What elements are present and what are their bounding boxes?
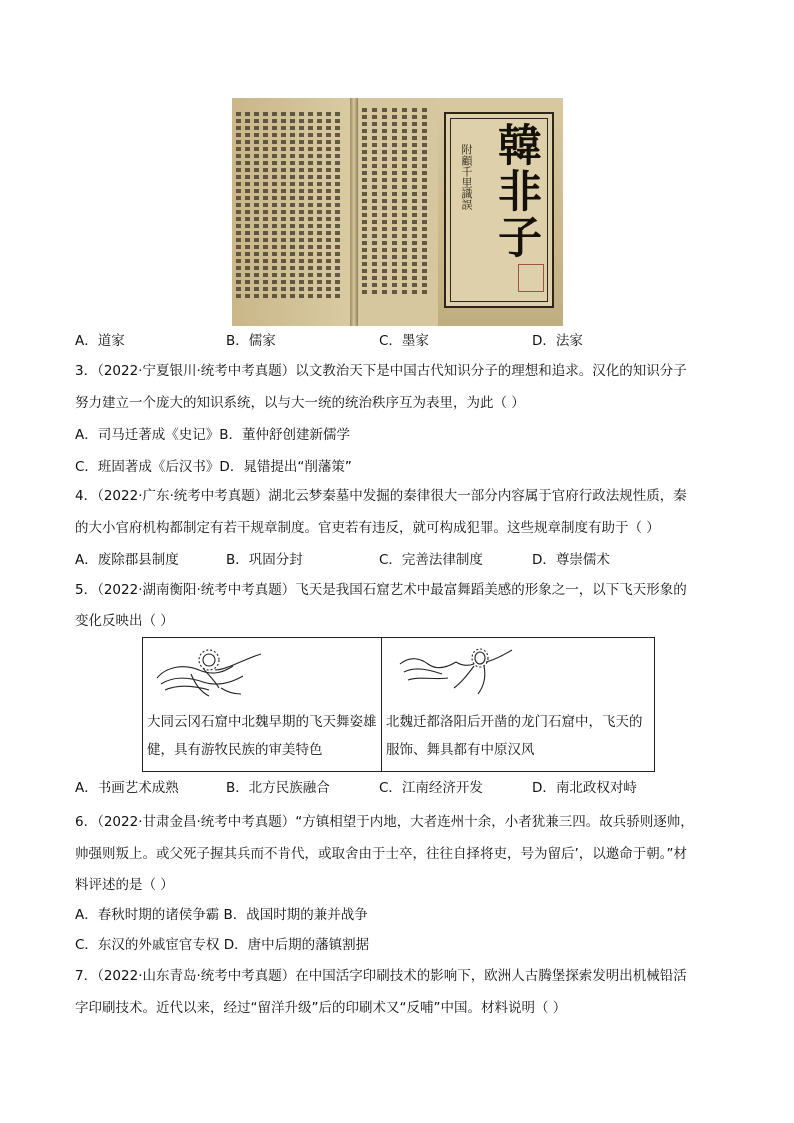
book-text-column bbox=[299, 112, 304, 300]
book-cover-subtitle: 附顧千里識誤 bbox=[460, 144, 473, 210]
q5-option-c: C．江南经济开发 bbox=[379, 780, 483, 796]
q5-option-a: A．书画艺术成熟 bbox=[75, 780, 179, 796]
q2-option-b: B．儒家 bbox=[226, 333, 276, 349]
longmen-description: 北魏迁都洛阳后开凿的龙门石窟中，飞天的服饰、舞具都有中原汉风 bbox=[386, 714, 643, 758]
feitian-comparison-table bbox=[142, 637, 655, 772]
book-text-column bbox=[326, 112, 331, 300]
book-left-page bbox=[232, 98, 350, 326]
book-cover-title: 韓非子 bbox=[490, 122, 541, 260]
q6-stem-line2: 帅强则叛上。或父死子握其兵而不肯代，或取舍由于士卒，往往自择将吏，号为留后’，以邀命于朝。”材 bbox=[75, 846, 688, 862]
book-text-columns bbox=[362, 108, 432, 308]
book-text-column bbox=[362, 108, 367, 296]
book-text-column bbox=[245, 112, 250, 300]
book-text-column bbox=[308, 112, 313, 300]
q6-stem-line3: 料评述的是（ ） bbox=[75, 877, 174, 893]
book-text-column bbox=[402, 108, 407, 296]
book-text-column bbox=[392, 108, 397, 296]
q3-stem-line2: 努力建立一个庞大的知识系统，以与大一统的统治秩序互为表里，为此（ ） bbox=[75, 395, 525, 411]
q3-stem-line1: 3．（2022·宁夏银川·统考中考真题）以文教治天下是中国古代知识分子的理想和追求。汉化的知识分子 bbox=[75, 363, 687, 379]
q4-option-b: B．巩固分封 bbox=[226, 552, 303, 568]
q2-option-a: A．道家 bbox=[75, 333, 125, 349]
q5-stem-line1: 5．（2022·湖南衡阳·统考中考真题）飞天是我国石窟艺术中最富舞蹈美感的形象之一，以下飞天形象的 bbox=[75, 582, 687, 598]
q6-options-ab: A．春秋时期的诸侯争霸 B．战国时期的兼并战争 bbox=[75, 907, 368, 923]
book-middle-page bbox=[358, 98, 438, 326]
table-cell-yungang bbox=[143, 638, 381, 771]
q3-options-ab: A．司马迁著成《史记》B．董仲舒创建新儒学 bbox=[75, 427, 350, 443]
feitian-figure-yungang bbox=[151, 644, 271, 700]
book-cover-frame bbox=[444, 112, 554, 308]
q2-option-d: D．法家 bbox=[532, 333, 583, 349]
book-spine bbox=[350, 98, 358, 326]
q3-options-cd: C．班固著成《后汉书》D．晁错提出“削藩策” bbox=[75, 459, 352, 475]
q4-stem-line1: 4．（2022·广东·统考中考真题）湖北云梦秦墓中发掘的秦律很大一部分内容属于官府行政法规性质，秦 bbox=[75, 488, 687, 504]
book-photo bbox=[232, 98, 563, 326]
q4-stem-line2: 的大小官府机构都制定有若干规章制度。官吏若有违反，就可构成犯罪。这些规章制度有助于（ ） bbox=[75, 520, 660, 536]
q6-options-cd: C．东汉的外戚宦官专权 D．唐中后期的藩镇割据 bbox=[75, 937, 370, 953]
book-text-column bbox=[290, 112, 295, 300]
book-text-column bbox=[335, 112, 340, 300]
book-text-columns bbox=[236, 112, 346, 302]
q7-stem-line2: 字印刷技术。近代以来，经过“留洋升级”后的印刷术又“反哺”中国。材料说明（ ） bbox=[75, 1000, 567, 1016]
book-text-column bbox=[281, 112, 286, 300]
book-text-column bbox=[412, 108, 417, 296]
table-cell-longmen bbox=[382, 638, 654, 771]
q4-option-d: D．尊崇儒术 bbox=[532, 552, 610, 568]
book-text-column bbox=[317, 112, 322, 300]
book-text-column bbox=[254, 112, 259, 300]
book-text-column bbox=[372, 108, 377, 296]
q4-option-a: A．废除郡县制度 bbox=[75, 552, 179, 568]
q5-option-b: B．北方民族融合 bbox=[226, 780, 330, 796]
q5-option-d: D．南北政权对峙 bbox=[532, 780, 637, 796]
q2-option-c: C．墨家 bbox=[379, 333, 429, 349]
yungang-description: 大同云冈石窟中北魏早期的飞天舞姿雄健，具有游牧民族的审美特色 bbox=[147, 714, 377, 758]
book-text-column bbox=[272, 112, 277, 300]
q6-stem-line1: 6．（2022·甘肃金昌·统考中考真题）“方镇相望于内地，大者连州十余，小者犹兼三四。故兵骄则逐帅， bbox=[75, 814, 694, 830]
q7-stem-line1: 7．（2022·山东青岛·统考中考真题）在中国活字印刷技术的影响下，欧洲人古腾堡探索发明出机械铅活 bbox=[75, 968, 687, 984]
feitian-figure-longmen bbox=[396, 644, 516, 700]
book-text-column bbox=[263, 112, 268, 300]
q5-stem-line2: 变化反映出（ ） bbox=[75, 613, 174, 629]
q4-option-c: C．完善法律制度 bbox=[379, 552, 483, 568]
book-text-column bbox=[422, 108, 427, 296]
seal-stamp bbox=[518, 264, 544, 292]
book-text-column bbox=[382, 108, 387, 296]
book-text-column bbox=[236, 112, 241, 300]
